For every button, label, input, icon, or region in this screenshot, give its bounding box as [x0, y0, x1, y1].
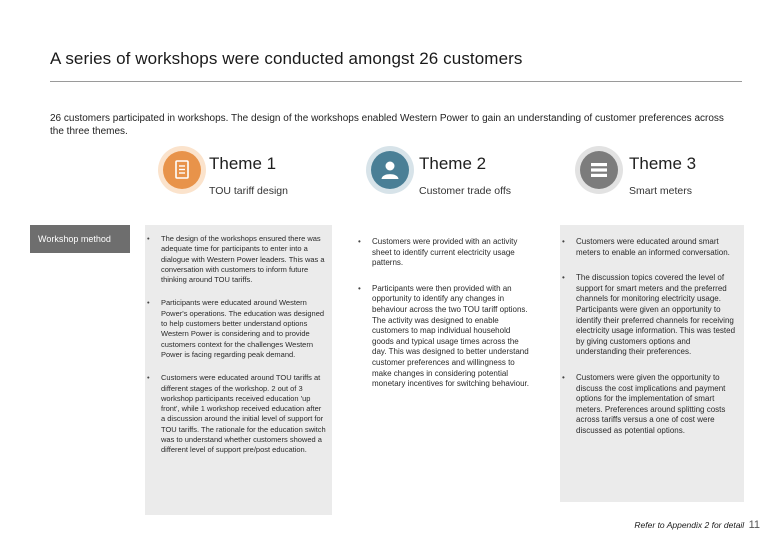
- list-icon: [586, 157, 612, 183]
- document-icon: [169, 157, 195, 183]
- theme-1-column: [145, 225, 332, 515]
- theme-3-column: [560, 225, 744, 502]
- theme-2-column: [356, 225, 536, 390]
- theme-1-icon-badge: [158, 146, 206, 194]
- theme-1-subtitle: TOU tariff design: [209, 185, 288, 197]
- theme-2-icon-badge: [366, 146, 414, 194]
- theme-3-name: Theme 3: [629, 154, 697, 173]
- theme-2-point-1: • Customers were provided with an activity sheet to identify current electricity usage patterns.: [356, 237, 532, 269]
- theme-2-points: [356, 237, 532, 390]
- theme-2-point-2: • Participants were then provided with an opportunity to identify any changes in behaviour across the two TOU tariff options. The activity was designed to enable customers to map individual household goods and typical usage times across the day. This was designed to better understand customer preferences and willingness to make changes in considering potential monetary incentives for switching behaviour.: [356, 284, 532, 390]
- page-title: A series of workshops were conducted amongst 26 customers: [50, 49, 523, 68]
- theme-header-3: [575, 143, 765, 203]
- theme-1-point-1: • The design of the workshops ensured there was adequate time for participants to enter into a dialogue with Western Power leaders. This was a conversation with customers to inform future thinking around TOU tariffs.: [145, 234, 326, 285]
- page-number: 11: [748, 519, 760, 531]
- theme-3-subtitle: Smart meters: [629, 185, 693, 197]
- theme-1-point-2: • Participants were educated around Western Power's operations. The education was designed to help customers better understand options Western Power is considering and to provide customers context for the challenges Western Power is facing regarding peak demand.: [145, 298, 326, 360]
- theme-3-point-2: • The discussion topics covered the level of support for smart meters and the preferred channels for monitoring electricity usage. Participants were given an opportunity to identify their preferred channels for receiving electricity usage information. This was tested by giving customers options and understanding their preferences.: [560, 273, 740, 358]
- theme-1-name: Theme 1: [209, 154, 277, 173]
- theme-1-points: [145, 234, 326, 456]
- theme-1-point-3: • Customers were educated around TOU tariffs at different stages of the workshop. 2 out of 3 workshop participants received education 'up front', while 1 workshop received education after a discussion around the initial level of support for TOU tariffs. The rationale for the education switch was to understand whether customers showed a different level of support pre/post education.: [145, 373, 326, 455]
- appendix-note: Refer to Appendix 2 for detail: [634, 520, 745, 530]
- theme-3-point-1: • Customers were educated around smart meters to enable an informed conversation.: [560, 237, 740, 258]
- theme-3-points: [560, 237, 740, 437]
- title-divider: [50, 81, 742, 82]
- theme-2-subtitle: Customer trade offs: [419, 185, 512, 197]
- footer: [634, 519, 760, 531]
- theme-3-point-3: • Customers were given the opportunity to discuss the cost implications and payment options for the implementation of smart meters. Preferences around splitting costs across tariffs versus a one of cost were discussed as potential options.: [560, 373, 740, 437]
- theme-2-name: Theme 2: [419, 154, 487, 173]
- theme-header-2: [366, 143, 556, 203]
- row-label-workshop-method: Workshop method: [30, 225, 130, 253]
- person-icon: [377, 157, 403, 183]
- theme-3-icon-badge: [575, 146, 623, 194]
- intro-text: 26 customers participated in workshops. The design of the workshops enabled Western Power to gain an understanding of customer preferences across the three themes.: [50, 113, 724, 137]
- theme-header-1: [158, 143, 348, 203]
